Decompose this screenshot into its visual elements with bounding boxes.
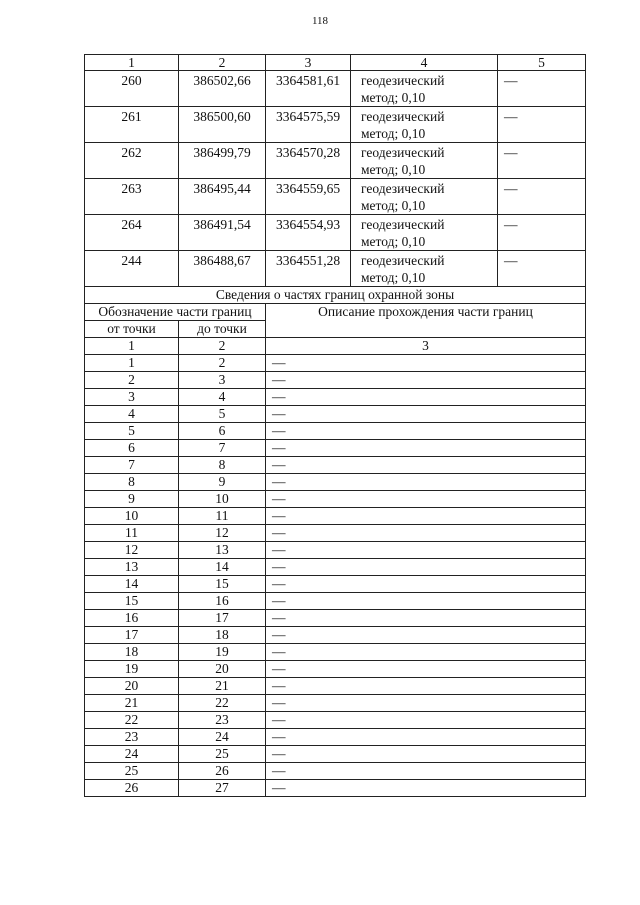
coordinate-y: 3364554,93 — [266, 215, 351, 251]
table-row — [85, 780, 586, 797]
designation-header: Обозначение части границ — [85, 304, 266, 321]
from-point: 4 — [85, 406, 179, 423]
table-row — [85, 508, 586, 525]
method-line: геодезический — [361, 253, 445, 268]
coordinate-x: 386495,44 — [179, 179, 266, 215]
table-row — [85, 406, 586, 423]
table-row — [85, 763, 586, 780]
table-row — [85, 712, 586, 729]
to-point: 16 — [179, 593, 266, 610]
coordinate-x: 386502,66 — [179, 71, 266, 107]
part-description: — — [266, 389, 586, 406]
from-point: 16 — [85, 610, 179, 627]
to-point: 21 — [179, 678, 266, 695]
coordinate-y: 3364570,28 — [266, 143, 351, 179]
point-number: 244 — [85, 251, 179, 287]
part-description: — — [266, 491, 586, 508]
to-point: 24 — [179, 729, 266, 746]
table-row — [85, 372, 586, 389]
to-point: 9 — [179, 474, 266, 491]
table-row — [85, 593, 586, 610]
part-description: — — [266, 355, 586, 372]
from-point: 24 — [85, 746, 179, 763]
table-row — [85, 644, 586, 661]
designation-header-row — [85, 304, 586, 321]
part-description: — — [266, 593, 586, 610]
table-row — [85, 729, 586, 746]
description-header: Описание прохождения части границ — [266, 304, 586, 338]
note-cell: — — [498, 71, 586, 107]
column-number: 4 — [351, 55, 498, 71]
from-point: 25 — [85, 763, 179, 780]
section-title-row — [85, 287, 586, 304]
part-description: — — [266, 678, 586, 695]
table-row — [85, 491, 586, 508]
part-description: — — [266, 695, 586, 712]
note-cell: — — [498, 251, 586, 287]
part-description: — — [266, 542, 586, 559]
method-line: метод; 0,10 — [361, 234, 426, 249]
table-row — [85, 559, 586, 576]
coordinate-x: 386500,60 — [179, 107, 266, 143]
table-row — [85, 746, 586, 763]
from-point: 15 — [85, 593, 179, 610]
note-cell: — — [498, 179, 586, 215]
coordinates-table — [84, 54, 586, 287]
to-point: 15 — [179, 576, 266, 593]
part-description: — — [266, 610, 586, 627]
to-point-header: до точки — [179, 321, 266, 338]
from-point: 18 — [85, 644, 179, 661]
part-description: — — [266, 763, 586, 780]
point-number: 262 — [85, 143, 179, 179]
note-cell: — — [498, 215, 586, 251]
from-point: 8 — [85, 474, 179, 491]
table-row — [85, 251, 586, 287]
table-row — [85, 474, 586, 491]
part-description: — — [266, 780, 586, 797]
table-row — [85, 179, 586, 215]
to-point: 17 — [179, 610, 266, 627]
to-point: 19 — [179, 644, 266, 661]
column-number: 2 — [179, 338, 266, 355]
part-description: — — [266, 661, 586, 678]
to-point: 18 — [179, 627, 266, 644]
part-description: — — [266, 729, 586, 746]
part-description: — — [266, 508, 586, 525]
coordinate-y: 3364559,65 — [266, 179, 351, 215]
from-point: 9 — [85, 491, 179, 508]
method-cell — [351, 143, 498, 179]
method-line: геодезический — [361, 73, 445, 88]
to-point: 13 — [179, 542, 266, 559]
boundary-parts-table — [84, 286, 586, 797]
note-cell: — — [498, 107, 586, 143]
table-row — [85, 525, 586, 542]
part-description: — — [266, 440, 586, 457]
method-cell — [351, 179, 498, 215]
method-cell — [351, 251, 498, 287]
part-description: — — [266, 423, 586, 440]
part-description: — — [266, 627, 586, 644]
to-point: 6 — [179, 423, 266, 440]
from-point: 26 — [85, 780, 179, 797]
method-line: метод; 0,10 — [361, 270, 426, 285]
part-description: — — [266, 644, 586, 661]
method-line: метод; 0,10 — [361, 198, 426, 213]
table-row — [85, 661, 586, 678]
note-cell: — — [498, 143, 586, 179]
from-point: 22 — [85, 712, 179, 729]
from-point: 17 — [85, 627, 179, 644]
table-row — [85, 71, 586, 107]
table-row — [85, 107, 586, 143]
to-point: 12 — [179, 525, 266, 542]
part-description: — — [266, 406, 586, 423]
from-point: 11 — [85, 525, 179, 542]
table-row — [85, 457, 586, 474]
table-row — [85, 542, 586, 559]
method-line: геодезический — [361, 109, 445, 124]
method-line: геодезический — [361, 145, 445, 160]
to-point: 26 — [179, 763, 266, 780]
column-number: 3 — [266, 338, 586, 355]
coordinate-y: 3364575,59 — [266, 107, 351, 143]
from-point: 3 — [85, 389, 179, 406]
point-number: 261 — [85, 107, 179, 143]
from-point: 10 — [85, 508, 179, 525]
from-point: 19 — [85, 661, 179, 678]
part-description: — — [266, 559, 586, 576]
from-point: 7 — [85, 457, 179, 474]
from-point: 23 — [85, 729, 179, 746]
to-point: 3 — [179, 372, 266, 389]
from-point: 12 — [85, 542, 179, 559]
part-description: — — [266, 457, 586, 474]
coordinate-y: 3364581,61 — [266, 71, 351, 107]
to-point: 7 — [179, 440, 266, 457]
method-line: геодезический — [361, 181, 445, 196]
to-point: 4 — [179, 389, 266, 406]
to-point: 2 — [179, 355, 266, 372]
table-row — [85, 627, 586, 644]
to-point: 20 — [179, 661, 266, 678]
part-description: — — [266, 525, 586, 542]
table-row — [85, 610, 586, 627]
method-line: метод; 0,10 — [361, 90, 426, 105]
table-row — [85, 678, 586, 695]
from-point: 21 — [85, 695, 179, 712]
to-point: 22 — [179, 695, 266, 712]
from-point: 6 — [85, 440, 179, 457]
method-line: метод; 0,10 — [361, 126, 426, 141]
to-point: 8 — [179, 457, 266, 474]
column-number: 3 — [266, 55, 351, 71]
part-description: — — [266, 372, 586, 389]
to-point: 27 — [179, 780, 266, 797]
from-point: 2 — [85, 372, 179, 389]
table-row — [85, 423, 586, 440]
to-point: 5 — [179, 406, 266, 423]
column-number-row — [85, 55, 586, 71]
from-point: 14 — [85, 576, 179, 593]
table-row — [85, 576, 586, 593]
from-point: 5 — [85, 423, 179, 440]
point-number: 260 — [85, 71, 179, 107]
to-point: 10 — [179, 491, 266, 508]
coordinate-x: 386491,54 — [179, 215, 266, 251]
part-description: — — [266, 474, 586, 491]
coordinate-y: 3364551,28 — [266, 251, 351, 287]
table-row — [85, 695, 586, 712]
table-row — [85, 355, 586, 372]
to-point: 11 — [179, 508, 266, 525]
column-number: 1 — [85, 55, 179, 71]
from-point: 13 — [85, 559, 179, 576]
column-number: 5 — [498, 55, 586, 71]
table-row — [85, 389, 586, 406]
part-description: — — [266, 576, 586, 593]
table-row — [85, 215, 586, 251]
column-number: 2 — [179, 55, 266, 71]
coordinate-x: 386499,79 — [179, 143, 266, 179]
table-row — [85, 143, 586, 179]
column-number-row — [85, 338, 586, 355]
part-description: — — [266, 746, 586, 763]
to-point: 14 — [179, 559, 266, 576]
coordinate-x: 386488,67 — [179, 251, 266, 287]
to-point: 25 — [179, 746, 266, 763]
from-point: 20 — [85, 678, 179, 695]
method-line: геодезический — [361, 217, 445, 232]
point-number: 264 — [85, 215, 179, 251]
column-number: 1 — [85, 338, 179, 355]
to-point: 23 — [179, 712, 266, 729]
method-cell — [351, 107, 498, 143]
part-description: — — [266, 712, 586, 729]
page-number: 118 — [311, 15, 329, 27]
method-cell — [351, 71, 498, 107]
from-point: 1 — [85, 355, 179, 372]
method-cell — [351, 215, 498, 251]
method-line: метод; 0,10 — [361, 162, 426, 177]
from-point-header: от точки — [85, 321, 179, 338]
section-title: Сведения о частях границ охранной зоны — [85, 287, 586, 304]
table-row — [85, 440, 586, 457]
point-number: 263 — [85, 179, 179, 215]
